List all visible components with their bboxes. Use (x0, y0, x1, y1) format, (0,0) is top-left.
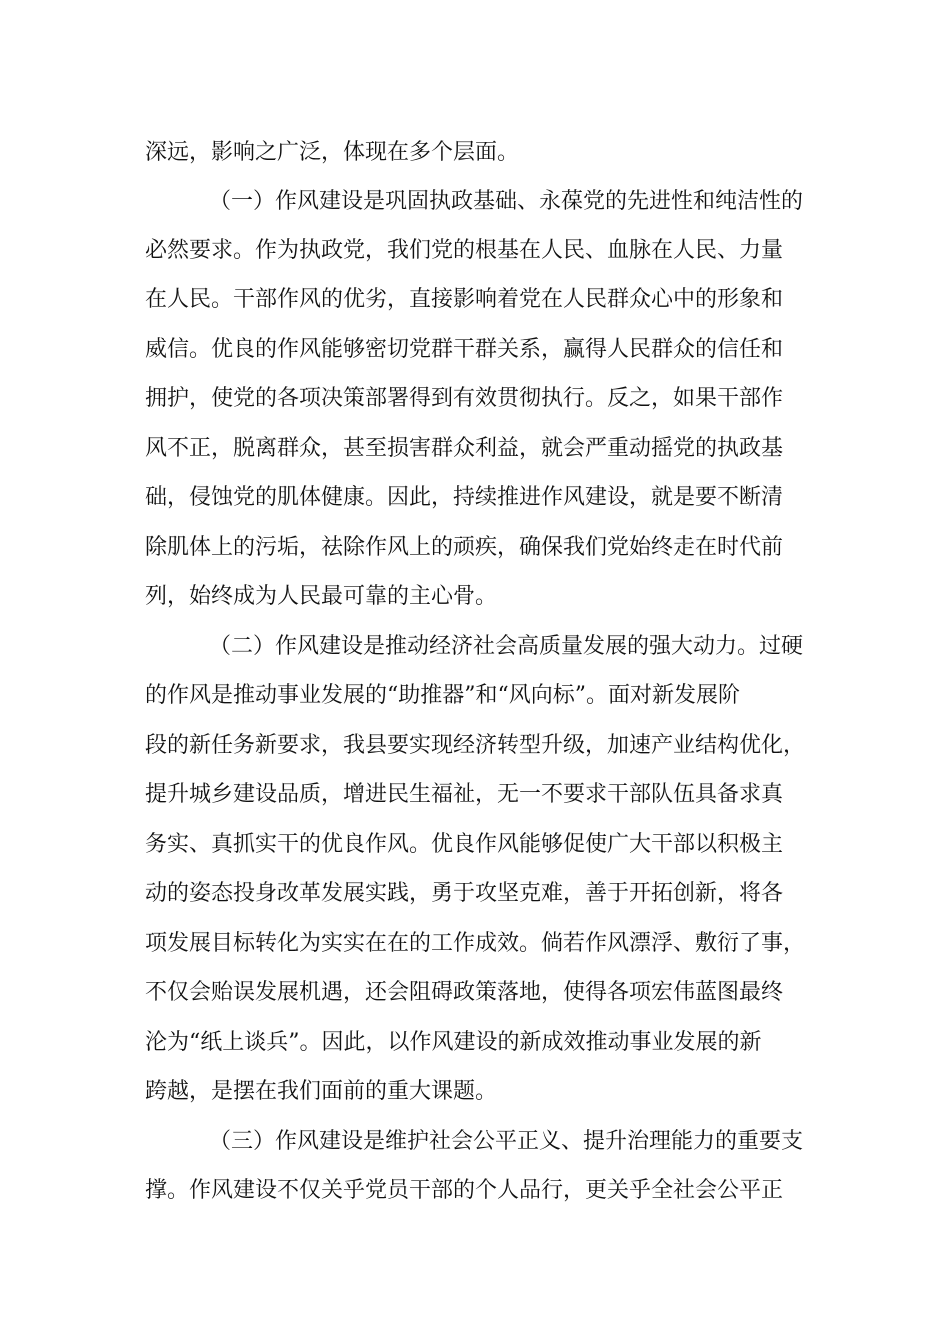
text-line: 撑。作风建设不仅关乎党员干部的个人品行，更关乎全社会公平正 (145, 1178, 784, 1203)
text-line: 拥护，使党的各项决策部署得到有效贯彻执行。反之，如果干部作 (145, 386, 784, 411)
text-line: 段的新任务新要求，我县要实现经济转型升级，加速产业结构优化， (145, 733, 806, 758)
text-line: 列，始终成为人民最可靠的主心骨。 (145, 584, 498, 609)
paragraph-2-heading-line: （二）作风建设是推动经济社会高质量发展的强大动力。过硬 (209, 634, 804, 659)
text-line: 深远，影响之广泛，体现在多个层面。 (145, 140, 520, 165)
text-line: 础，侵蚀党的肌体健康。因此，持续推进作风建设，就是要不断清 (145, 485, 784, 510)
text-line: 动的姿态投身改革发展实践，勇于攻坚克难，善于开拓创新，将各 (145, 881, 784, 906)
text-line: 的作风是推动事业发展的“助推器”和“风向标”。面对新发展阶 (145, 683, 740, 708)
text-line: 项发展目标转化为实实在在的工作成效。倘若作风漂浮、敷衍了事， (145, 931, 806, 956)
text-line: 务实、真抓实干的优良作风。优良作风能够促使广大干部以积极主 (145, 832, 784, 857)
paragraph-3-heading-line: （三）作风建设是维护社会公平正义、提升治理能力的重要支 (209, 1129, 804, 1154)
text-line: 在人民。干部作风的优劣，直接影响着党在人民群众心中的形象和 (145, 287, 784, 312)
text-line: 跨越，是摆在我们面前的重大课题。 (145, 1079, 498, 1104)
text-line: 除肌体上的污垢，祛除作风上的顽疾，确保我们党始终走在时代前 (145, 535, 784, 560)
text-line: 不仅会贻误发展机遇，还会阻碍政策落地，使得各项宏伟蓝图最终 (145, 980, 784, 1005)
text-line: 提升城乡建设品质，增进民生福祉，无一不要求干部队伍具备求真 (145, 782, 784, 807)
paragraph-1-heading-line: （一）作风建设是巩固执政基础、永葆党的先进性和纯洁性的 (209, 189, 804, 214)
text-line: 威信。优良的作风能够密切党群干群关系，赢得人民群众的信任和 (145, 337, 784, 362)
text-line: 沦为“纸上谈兵”。因此，以作风建设的新成效推动事业发展的新 (145, 1030, 762, 1055)
text-line: 风不正，脱离群众，甚至损害群众利益，就会严重动摇党的执政基 (145, 436, 784, 461)
text-line: 必然要求。作为执政党，我们党的根基在人民、血脉在人民、力量 (145, 238, 784, 263)
